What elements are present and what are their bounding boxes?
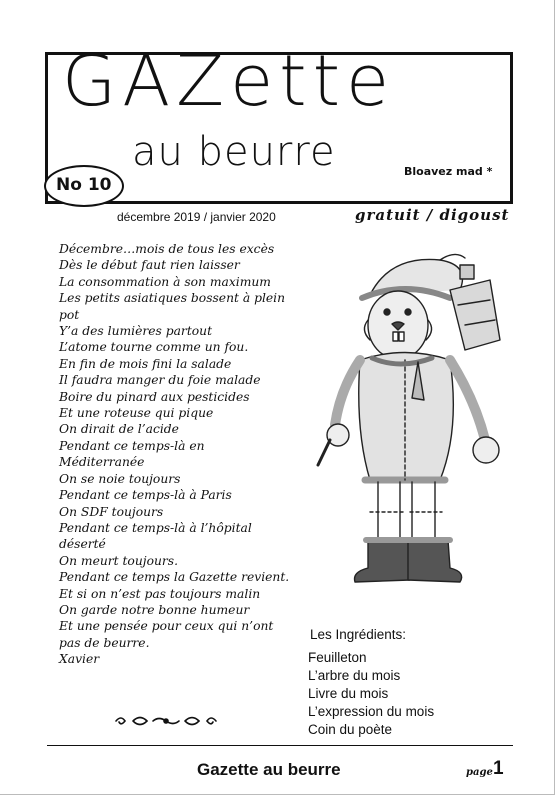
poem-line: Et une pensée pour ceux qui n’ont: [59, 619, 274, 634]
ingredients-item: L’arbre du mois: [308, 668, 401, 683]
poem-line: L’atome tourne comme un fou.: [59, 340, 249, 355]
poem-line: Dès le début faut rien laisser: [59, 258, 240, 273]
masthead-subtitle: au beurre: [132, 129, 336, 175]
footer-title: Gazette au beurre: [197, 760, 341, 779]
ingredients-item: Feuilleton: [308, 650, 367, 665]
ingredients-item: Coin du poète: [308, 722, 393, 737]
poem-line: Pendant ce temps-là à l’hôpital: [59, 520, 252, 535]
poem-line: Et une roteuse qui pique: [59, 406, 214, 421]
poem-line: pot: [59, 307, 80, 322]
poem-line: Y’a des lumières partout: [59, 324, 213, 339]
footer-page-number: 1: [493, 758, 504, 779]
poem-line: Pendant ce temps-là en: [59, 438, 205, 453]
ingredients-item: L’expression du mois: [308, 704, 435, 719]
poem-line: On meurt toujours.: [59, 553, 178, 568]
issue-number: No 10: [56, 175, 112, 195]
poem-line: Décembre…mois de tous les excès: [59, 242, 275, 256]
ingredients-item: Livre du mois: [308, 686, 389, 701]
poem-line: Boire du pinard aux pesticides: [59, 389, 250, 404]
poem-line: Les petits asiatiques bossent à plein: [59, 291, 286, 306]
poem-line: Xavier: [59, 652, 100, 667]
poem: [59, 241, 309, 668]
tagline: Bloavez mad *: [404, 165, 493, 178]
ingredients-box: [308, 626, 434, 739]
masthead-title: GAZette: [62, 40, 396, 122]
footer-rule: [47, 745, 513, 746]
footer-page-label: page: [466, 767, 493, 778]
poem-line: Il faudra manger du foie malade: [59, 373, 261, 388]
santa-rabbit-illustration: [300, 250, 510, 600]
poem-line: La consommation à son maximum: [59, 274, 271, 289]
poem-line: Et si on n’est pas toujours malin: [59, 586, 261, 601]
poem-line: On dirait de l’acide: [59, 422, 179, 437]
issue-date: décembre 2019 / janvier 2020: [117, 210, 276, 224]
poem-line: En fin de mois fini la salade: [59, 356, 232, 371]
poem-line: pas de beurre.: [59, 635, 150, 650]
poem-line: Pendant ce temps la Gazette revient.: [59, 570, 290, 585]
poem-line: On se noie toujours: [59, 471, 181, 486]
ornament-flourish-icon: [113, 712, 219, 730]
poem-line: Pendant ce temps-là à Paris: [59, 488, 232, 503]
poem-line: déserté: [59, 537, 106, 552]
poem-line: On garde notre bonne humeur: [59, 602, 250, 617]
poem-line: On SDF toujours: [59, 504, 164, 519]
ingredients-list: [308, 649, 434, 739]
price-label: gratuit / digoust: [355, 206, 510, 224]
poem-line: Méditerranée: [59, 455, 145, 470]
ingredients-heading: Les Ingrédients:: [310, 627, 407, 642]
